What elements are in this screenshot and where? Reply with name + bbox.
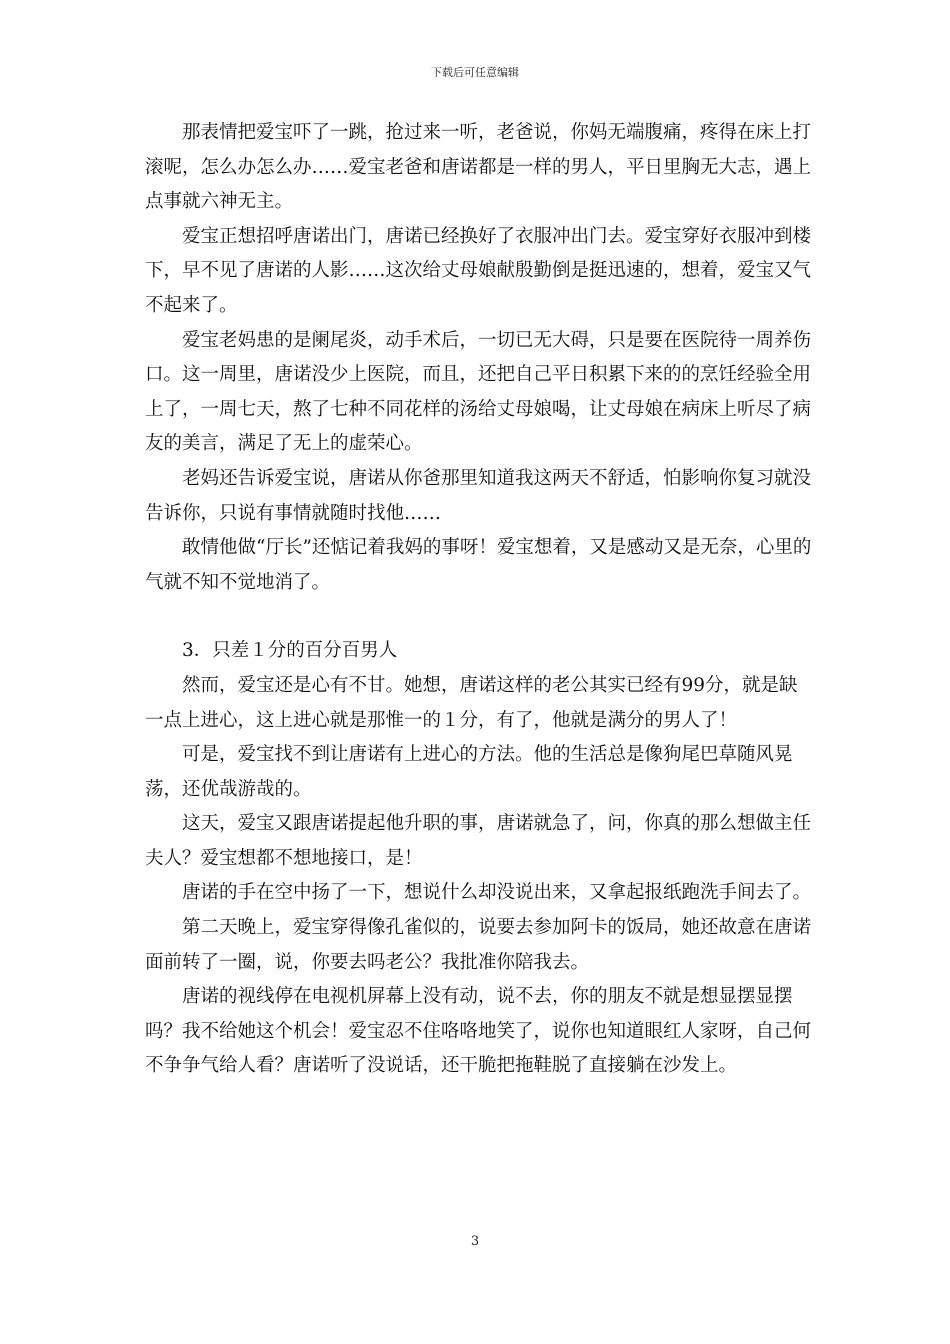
- paragraph: 然而，爱宝还是心有不甘。她想，唐诺这样的老公其实已经有99分，就是缺一点上进心，这上进心就是那惟一的１分，有了，他就是满分的男人了！: [145, 674, 798, 731]
- paragraph: 那表情把爱宝吓了一跳，抢过来一听，老爸说，你妈无端腹痛，疼得在床上打滚呢，怎么办怎么办……爱宝老爸和唐诺都是一样的男人，平日里胸无大志，遇上点事就六神无主。: [145, 122, 812, 213]
- paragraph: 第二天晚上，爱宝穿得像孔雀似的，说要去参加阿卡的饭局，她还故意在唐诺面前转了一圈，说，你要去吗老公？我批准你陪我去。: [145, 917, 812, 973]
- document-body: [145, 116, 815, 1084]
- paragraph: 唐诺的视线停在电视机屏幕上没有动，说不去，你的朋友不就是想显摆显摆吗？我不给她这个机会！爱宝忍不住咯咯地笑了，说你也知道眼红人家呀，自己何不争争气给人看？唐诺听了没说话，还干脆把拖鞋脱了直接躺在沙发上。: [145, 986, 812, 1077]
- paragraph: 这天，爱宝又跟唐诺提起他升职的事，唐诺就急了，问，你真的那么想做主任夫人？爱宝想都不想地接口，是！: [145, 813, 812, 869]
- paragraph: 爱宝正想招呼唐诺出门，唐诺已经换好了衣服冲出门去。爱宝穿好衣服冲到楼下，早不见了唐诺的人影……这次给丈母娘献殷勤倒是挺迅速的，想着，爱宝又气不起来了。: [145, 225, 812, 316]
- section-spacer: [145, 600, 815, 634]
- paragraph: 爱宝老妈患的是阑尾炎，动手术后，一切已无大碍，只是要在医院待一周养伤口。这一周里，唐诺没少上医院，而且，还把自己平日积累下来的的烹饪经验全用上了，一周七天，熬了七种不同花样的汤给丈母娘喝，让丈母娘在病床上听尽了病友的美言，满足了无上的虚荣心。: [145, 329, 812, 455]
- paragraph: 唐诺的手在空中扬了一下，想说什么却没说出来，又拿起报纸跑洗手间去了。: [182, 882, 812, 904]
- paragraph: 可是，爱宝找不到让唐诺有上进心的方法。他的生活总是像狗尾巴草随风晃荡，还优哉游哉的。: [145, 744, 793, 800]
- page-number: 3: [470, 1234, 480, 1249]
- page-header: 下载后可任意编辑: [431, 66, 519, 79]
- paragraph: 老妈还告诉爱宝说，唐诺从你爸那里知道我这两天不舒适，怕影响你复习就没告诉你，只说有事情就随时找他……: [145, 467, 812, 524]
- section-heading: 3．只差１分的百分百男人: [182, 640, 398, 662]
- paragraph: 敢情他做“厅长”还惦记着我妈的事呀！爱宝想着，又是感动又是无奈，心里的气就不知不觉地消了。: [145, 537, 812, 593]
